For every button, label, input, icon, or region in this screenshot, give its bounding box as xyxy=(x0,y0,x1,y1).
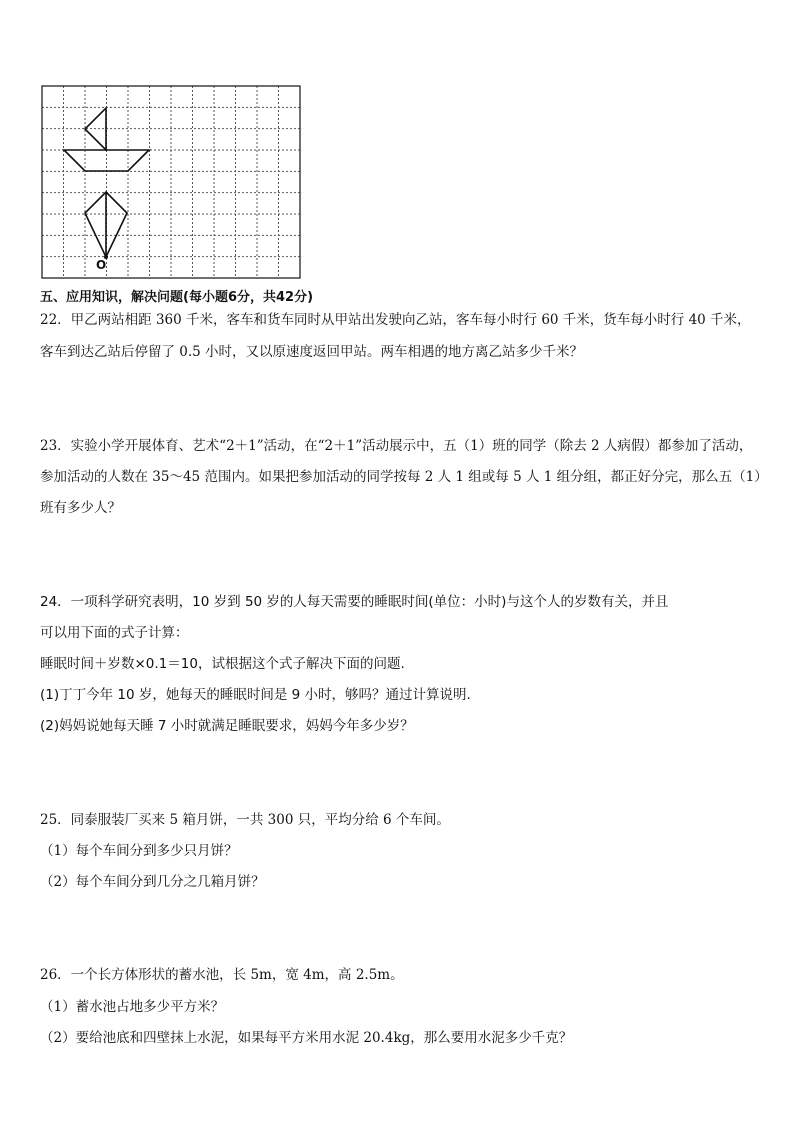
q23-line2: 参加活动的人数在 35～45 范围内。如果把参加活动的同学按每 2 人 1 组或每 5 人 1 组分组，都正好分完，那么五（1） xyxy=(40,469,768,485)
q23-line1: 23．实验小学开展体育、艺术“2＋1”活动，在“2＋1”活动展示中，五（1）班的同学（除去 2 人病假）都参加了活动， xyxy=(40,438,753,454)
q22-line2: 客车到达乙站后停留了 0.5 小时，又以原速度返回甲站。两车相遇的地方离乙站多少千米？ xyxy=(40,344,584,360)
q24-line2: 可以用下面的式子计算： xyxy=(40,625,189,641)
q24-part2: (2)妈妈说她每天睡 7 小时就满足睡眠要求，妈妈今年多少岁？ xyxy=(40,718,414,734)
q23-line3: 班有多少人？ xyxy=(40,500,121,516)
grid-figure xyxy=(40,84,302,280)
q26-part2: （2）要给池底和四壁抹上水泥，如果每平方米用水泥 20.4kg，那么要用水泥多少千克？ xyxy=(40,1030,573,1046)
q25-part1: （1）每个车间分到多少只月饼？ xyxy=(40,843,238,859)
origin-label: O xyxy=(96,258,107,272)
q25-part2: （2）每个车间分到几分之几箱月饼？ xyxy=(40,874,265,890)
q25-line1: 25．同泰服装厂买来 5 箱月饼，一共 300 只，平均分给 6 个车间。 xyxy=(40,812,450,828)
q24-line1: 24．一项科学研究表明，10 岁到 50 岁的人每天需要的睡眠时间(单位：小时)与这个人的岁数有关，并且 xyxy=(40,594,669,610)
q26-line1: 26．一个长方体形状的蓄水池，长 5m，宽 4m，高 2.5m。 xyxy=(40,967,404,983)
q24-part1: (1)丁丁今年 10 岁，她每天的睡眠时间是 9 小时，够吗？通过计算说明. xyxy=(40,687,471,703)
q22-line1: 22．甲乙两站相距 360 千米，客车和货车同时从甲站出发驶向乙站，客车每小时行 60 千米，货车每小时行 40 千米， xyxy=(40,312,751,328)
q26-part1: （1）蓄水池占地多少平方米？ xyxy=(40,999,225,1015)
section-title: 五、应用知识，解决问题(每小题6分，共42分) xyxy=(40,290,314,305)
q24-line3: 睡眠时间＋岁数×0.1＝10，试根据这个式子解决下面的问题. xyxy=(40,656,405,672)
grid-diagram xyxy=(40,84,302,280)
